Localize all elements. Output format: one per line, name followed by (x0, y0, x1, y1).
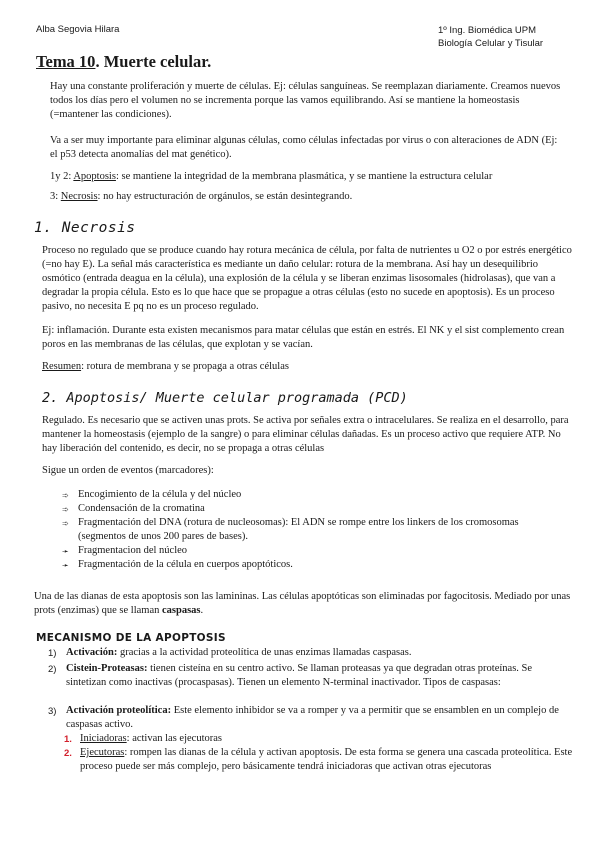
intro-apoptosis-prefix: 1y 2: (50, 171, 74, 182)
subitem-number: 1. (64, 734, 72, 745)
mechanism-item-term: Activación proteolítica: (66, 705, 172, 716)
mechanism-item-text: gracias a la actividad proteolítica de unas enzimas llamadas caspasas. (117, 647, 412, 658)
arrow-bullet-icon: ➛ (62, 561, 69, 570)
arrow-bullet-icon: ➛ (62, 547, 69, 556)
intro-apoptosis-text: : se mantiene la integridad de la membrana plasmática, y se mantiene la estructura celular (115, 171, 493, 182)
intro-necrosis-line (50, 190, 580, 204)
apoptosis-bullet-5: Fragmentación de la célula en cuerpos apoptóticos. (78, 559, 293, 570)
header-author: Alba Segovia Hilara (36, 24, 120, 35)
apoptosis-heading: 2. Apoptosis/ Muerte celular programada (PCD) (42, 390, 408, 406)
intro-apoptosis-term: Apoptosis (73, 171, 116, 182)
subitem-text: : rompen las dianas de la célula y activan apoptosis. De esta forma se genera una cascada proteolítica. Este proceso puede ser más complejo, pero básicamente tendrá iniciadoras que activan otras ejecutoras (80, 747, 573, 772)
necrosis-summary-term: Resumen (42, 361, 82, 372)
mechanism-item-number: 3) (48, 706, 57, 717)
apoptosis-p3-text: Una de las dianas de esta apoptosis son las lamininas. Las células apoptóticas son eliminadas por fagocitosis. Mediado por unas prots (enzimas) que se llaman (34, 591, 571, 616)
mechanism-item-text: tienen cisteína en su centro activo. Se llaman proteasas ya que degradan otras proteínas. Se sintetizan como inactivas (procaspasas). Tienen un elemento N-terminal inactivador. Tipos de caspasas: (66, 663, 533, 688)
page-title (36, 52, 211, 72)
apoptosis-bullet-4: Fragmentacion del núcleo (78, 545, 188, 556)
header-subject: Biología Celular y Tisular (438, 38, 544, 49)
subitem-term: Iniciadoras (80, 733, 127, 744)
double-arrow-bullet-icon: ➾ (62, 491, 69, 500)
subitem-number: 2. (64, 748, 72, 759)
apoptosis-paragraph-2: Sigue un orden de eventos (marcadores): (42, 465, 214, 476)
title-prefix: Tema 10 (36, 52, 96, 71)
mechanism-item-number: 2) (48, 664, 57, 675)
mechanism-item-1 (66, 646, 576, 660)
intro-necrosis-prefix: 3: (50, 191, 61, 202)
apoptosis-bullet-3: Fragmentación del DNA (rotura de nucleosomas): El ADN se rompe entre los linkers de los cromosomas (segmentos de unos 200 pares de bases). (78, 517, 519, 542)
intro-necrosis-term: Necrosis (60, 191, 98, 202)
intro-apoptosis-line (50, 170, 580, 184)
subitem-term: Ejecutoras (80, 747, 125, 758)
mechanism-item-2 (66, 662, 574, 690)
header-course: 1º Ing. Biomédica UPM (438, 25, 536, 36)
necrosis-paragraph-2: Ej: inflamación. Durante esta existen mecanismos para matar células que están en estrés. El NK y el sist complemento crean poros en las membranas de las células, que explotan y se vacían. (42, 325, 565, 350)
necrosis-heading: 1. Necrosis (34, 220, 136, 236)
mechanism-item-number: 1) (48, 648, 57, 659)
necrosis-paragraph-1: Proceso no regulado que se produce cuando hay rotura mecánica de célula, por falta de nutrientes u O2 o por estrés energético (=no hay E). La señal más característica es mediante un daño celular: rotura de la membrana. Así hay un desequilibrio osmótico (entrada deagua en la célula), una explosión de la célula y se liberan enzimas lisosomales (hidrolasas), que van a degradar la propia célula. Esto es lo que hace que se propague a otras células (esto no sucede en apoptosis). Es un proceso pasivo, no necesita E pq no es un proceso regulado. (42, 245, 572, 312)
intro-paragraph-2: Va a ser muy importante para eliminar algunas células, como células infectadas por virus o con alteraciones de ADN (Ej: el p53 detecta anomalías del mat genético). (50, 135, 558, 160)
double-arrow-bullet-icon: ➾ (62, 505, 69, 514)
mechanism-item-3 (66, 704, 576, 732)
apoptosis-p3-bold: caspasas (162, 605, 201, 616)
mechanism-heading: MECANISMO DE LA APOPTOSIS (36, 632, 226, 644)
intro-paragraph-1: Hay una constante proliferación y muerte de células. Ej: células sanguíneas. Se reemplazan diariamente. Creamos nuevos todos los días pero el volumen no se incrementa porque las vamos equilibrando. Así se mantiene la homeostasis (=mantener las condiciones). (50, 81, 561, 120)
mechanism-item-term: Cistein-Proteasas: (66, 663, 148, 674)
header-course-block (438, 24, 543, 50)
double-arrow-bullet-icon: ➾ (62, 519, 69, 528)
title-rest: . Muerte celular. (95, 52, 212, 71)
intro-necrosis-text: : no hay estructuración de orgánulos, se están desintegrando. (97, 191, 353, 202)
subitem-text: : activan las ejecutoras (126, 733, 222, 744)
apoptosis-paragraph-1: Regulado. Es necesario que se activen unas prots. Se activa por señales extra o intracelulares. Se realiza en el desarrollo, para mantener la homeostasis (ejemplo de la sangre) o para eliminar células dañadas. Es un proceso activo que requiere ATP. No hay liberación del contenido, es decir, no se propaga a otras células (42, 415, 569, 454)
mechanism-item-term: Activación: (66, 647, 118, 658)
necrosis-summary (42, 360, 572, 374)
apoptosis-bullet-1: Encogimiento de la célula y del núcleo (78, 489, 242, 500)
caspase-type-initiators (80, 732, 570, 746)
apoptosis-p3-end: . (200, 605, 204, 616)
mechanism-item-text: Este elemento inhibidor se va a romper y va a permitir que se ensamblen en un complejo de caspasas activo. (66, 705, 559, 730)
necrosis-summary-text: : rotura de membrana y se propaga a otras células (81, 361, 289, 372)
caspase-type-executors (80, 746, 574, 774)
apoptosis-paragraph-3 (34, 590, 574, 618)
apoptosis-bullet-2: Condensación de la cromatina (78, 503, 205, 514)
